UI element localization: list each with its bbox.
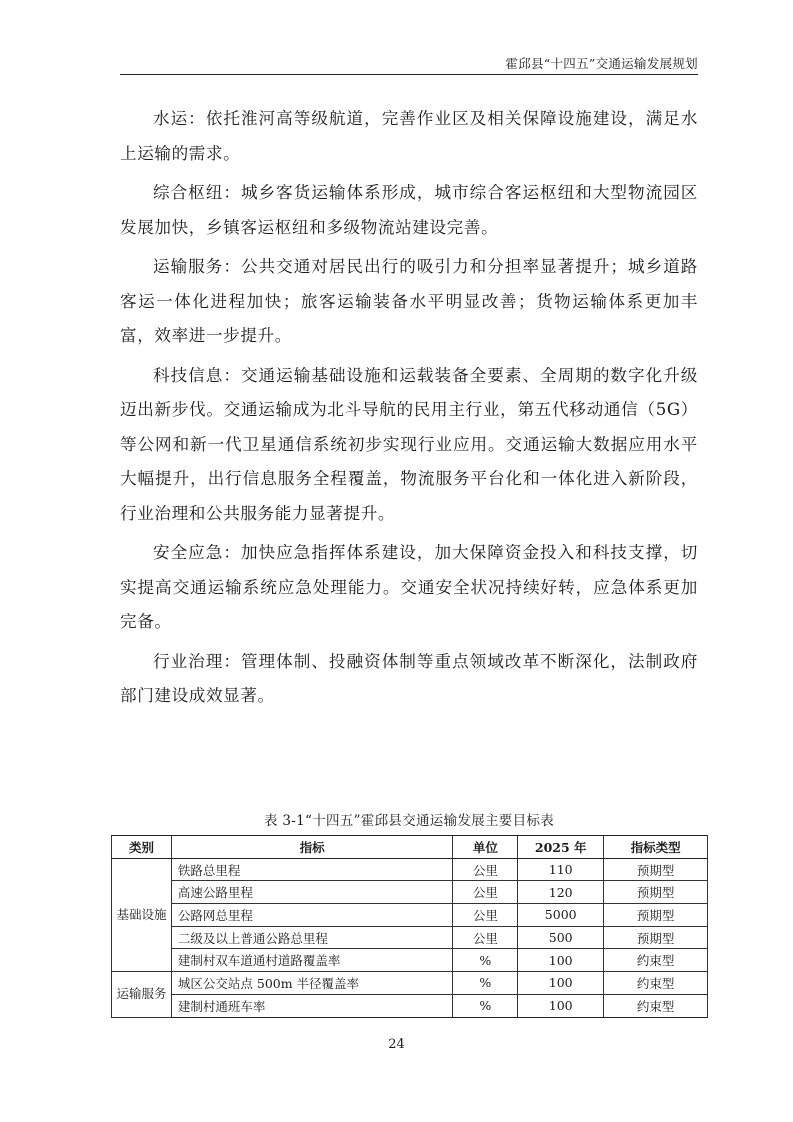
type-cell: 预期型 — [604, 881, 708, 904]
unit-cell: 公里 — [453, 926, 518, 949]
body-text — [120, 102, 698, 719]
value-cell: 5000 — [518, 904, 604, 927]
type-cell: 预期型 — [604, 904, 708, 927]
header-type: 指标类型 — [604, 836, 708, 859]
unit-cell: % — [453, 972, 518, 995]
paragraph-transport-service: 运输服务：公共交通对居民出行的吸引力和分担率显著提升；城乡道路客运一体化进程加快；旅客运输装备水平明显改善；货物运输体系更加丰富，效率进一步提升。 — [120, 257, 698, 345]
indicator-cell: 公路网总里程 — [171, 904, 452, 927]
table-row — [112, 858, 708, 881]
value-cell: 100 — [518, 972, 604, 995]
unit-cell: % — [453, 994, 518, 1017]
table-row — [112, 881, 708, 904]
unit-cell: % — [453, 949, 518, 972]
value-cell: 120 — [518, 881, 604, 904]
table-row — [112, 904, 708, 927]
header-category: 类别 — [112, 836, 172, 859]
paragraph-governance: 行业治理：管理体制、投融资体制等重点领域改革不断深化，法制政府部门建设成效显著。 — [120, 651, 698, 705]
running-header: 霍邱县“十四五”交通运输发展规划 — [505, 56, 698, 71]
indicator-cell: 城区公交站点 500m 半径覆盖率 — [171, 972, 452, 995]
value-cell: 500 — [518, 926, 604, 949]
indicator-cell: 高速公路里程 — [171, 881, 452, 904]
type-cell: 约束型 — [604, 994, 708, 1017]
type-cell: 约束型 — [604, 949, 708, 972]
targets-table — [111, 835, 708, 1018]
indicator-cell: 建制村双车道通村道路覆盖率 — [171, 949, 452, 972]
paragraph-hub: 综合枢纽：城乡客货运输体系形成，城市综合客运枢纽和大型物流园区发展加快，乡镇客运枢纽和多级物流站建设完善。 — [120, 183, 698, 237]
paragraph-safety: 安全应急：加快应急指挥体系建设，加大保障资金投入和科技支撑，切实提高交通运输系统应急处理能力。交通安全状况持续好转，应急体系更加完备。 — [120, 543, 698, 631]
value-cell: 100 — [518, 994, 604, 1017]
category-cell: 基础设施 — [112, 858, 172, 971]
table-row — [112, 994, 708, 1017]
paragraph-technology: 科技信息：交通运输基础设施和运载装备全要素、全周期的数字化升级迈出新步伐。交通运输成为北斗导航的民用主行业，第五代移动通信（5G）等公网和新一代卫星通信系统初步实现行业应用。交通运输大数据应用水平大幅提升，出行信息服务全程覆盖，物流服务平台化和一体化进入新阶段，行业治理和公共服务能力显著提升。 — [120, 365, 698, 523]
indicator-cell: 建制村通班车率 — [171, 994, 452, 1017]
table-header-row — [112, 836, 708, 859]
unit-cell: 公里 — [453, 904, 518, 927]
table-row — [112, 949, 708, 972]
type-cell: 预期型 — [604, 926, 708, 949]
header-rule — [120, 74, 698, 75]
indicator-cell: 铁路总里程 — [171, 858, 452, 881]
type-cell: 约束型 — [604, 972, 708, 995]
table-caption: 表 3-1“十四五”霍邱县交通运输发展主要目标表 — [263, 813, 555, 829]
category-cell: 运输服务 — [112, 972, 172, 1017]
unit-cell: 公里 — [453, 858, 518, 881]
table-row — [112, 926, 708, 949]
type-cell: 预期型 — [604, 858, 708, 881]
value-cell: 100 — [518, 949, 604, 972]
header-unit: 单位 — [453, 836, 518, 859]
paragraph-water-transport: 水运：依托淮河高等级航道，完善作业区及相关保障设施建设，满足水上运输的需求。 — [120, 109, 698, 163]
page-number: 24 — [388, 1037, 405, 1052]
table-row — [112, 972, 708, 995]
header-2025: 2025 年 — [518, 836, 604, 859]
header-indicator: 指标 — [171, 836, 452, 859]
unit-cell: 公里 — [453, 881, 518, 904]
value-cell: 110 — [518, 858, 604, 881]
indicator-cell: 二级及以上普通公路总里程 — [171, 926, 452, 949]
